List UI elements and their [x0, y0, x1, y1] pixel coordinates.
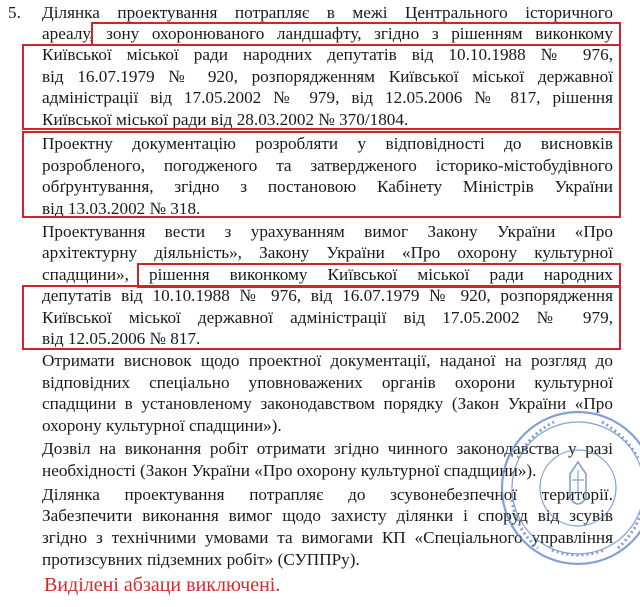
paragraph-line: архітектурну діяльність», Закону України «Про охорону культурної: [42, 243, 613, 262]
paragraph-line: адміністрації від 17.05.2002 № 979, від 12.05.2006 № 817, рішення: [42, 88, 613, 107]
paragraph-line: необхідності (Закон України «Про охорону культурної спадщини»).: [42, 461, 537, 480]
paragraph-line: ареалу, зону охоронюваного ландшафту, згідно з рішенням виконкому: [42, 24, 613, 43]
highlight-box-para3: [22, 285, 621, 350]
paragraph-line: Київської міської ради від 28.03.2002 № 370/1804.: [42, 110, 409, 129]
paragraph-line: розробленого, погодженого та затвердженого історико-містобудівного: [42, 156, 613, 175]
paragraph-line: Ділянка проектування потрапляє в межі Центрального історичного: [42, 3, 613, 22]
paragraph-line: від 16.07.1979 № 920, розпорядженням Київської міської державної: [42, 67, 613, 86]
item-number: 5.: [8, 3, 21, 22]
paragraph-line: Проектування вести з урахуванням вимог Закону України «Про: [42, 222, 613, 241]
highlight-box-para1: [22, 44, 621, 130]
paragraph-line: спадщини в установленому законодавством порядку (Закон України «Про: [42, 394, 613, 413]
paragraph-line: Ділянка проектування потрапляє до зсувонебезпечної території.: [42, 485, 613, 504]
paragraph-line: Забезпечити виконання вимог щодо захисту ділянки і споруд від зсувів: [42, 506, 613, 525]
paragraph-line: охорону культурної спадщини»).: [42, 416, 282, 435]
highlight-box-para1-line2: [91, 22, 621, 46]
paragraph-line: Київської міської ради народних депутатів від 10.10.1988 № 976,: [42, 45, 613, 64]
paragraph-line: від 12.05.2006 № 817.: [42, 329, 201, 348]
highlight-box-para2: [22, 131, 621, 218]
paragraph-line: Проектну документацію розробляти у відповідності до висновків: [42, 134, 613, 153]
paragraph-line: Київської міської державної адміністрації від 17.05.2002 № 979,: [42, 308, 613, 327]
paragraph-line: депутатів від 10.10.1988 № 976, від 16.07.1979 № 920, розпорядження: [42, 286, 613, 305]
paragraph-line: спадщини», рішення виконкому Київської міської ради народних: [42, 265, 613, 284]
paragraph-line: відповідних спеціально уповноважених органів охорони культурної: [42, 373, 613, 392]
paragraph-line: Дозвіл на виконання робіт отримати згідно чинного законодавства у разі: [42, 439, 613, 458]
annotation-note: Виділені абзаци виключені.: [44, 574, 281, 596]
paragraph-line: обґрунтування, згідно з постановою Кабінету Міністрів України: [42, 177, 613, 196]
paragraph-line: згідно з технічними умовами та вимогами КП «Спеціального управління: [42, 528, 613, 547]
official-stamp-icon: [490, 400, 640, 570]
paragraph-line: протизсувних підземних робіт» (СУППРу).: [42, 550, 360, 569]
paragraph-line: від 13.03.2002 № 318.: [42, 199, 201, 218]
paragraph-line: Отримати висновок щодо проектної документації, наданої на розгляд до: [42, 351, 613, 370]
